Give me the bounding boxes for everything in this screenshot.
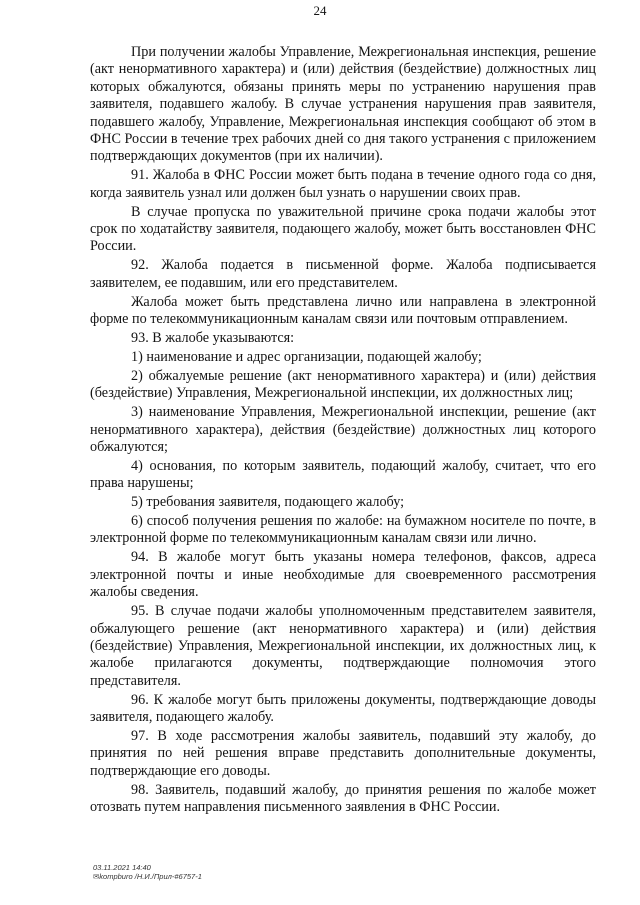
paragraph: 97. В ходе рассмотрения жалобы заявитель, подавший эту жалобу, до принятия по ней решения вправе представить дополнительные документы, подтверждающие его доводы. [90, 727, 596, 779]
print-stamp: kompburo /Н.И./Прил-#6757-1 [99, 872, 202, 881]
print-date: 03.11.2021 14:40 [93, 863, 151, 872]
paragraph: 96. К жалобе могут быть приложены документы, подтверждающие доводы заявителя, подающего жалобу. [90, 691, 596, 726]
list-item: 1) наименование и адрес организации, подающей жалобу; [131, 348, 482, 365]
document-body [90, 44, 596, 818]
list-item: 3) наименование Управления, Межрегиональной инспекции, решение (акт ненормативного характера), действия (бездействие) должностных лиц которого обжалуются; [90, 404, 596, 455]
list-item: 2) обжалуемые решение (акт ненормативного характера) и (или) действия (бездействие) Управления, Межрегиональной инспекции, их должностных лиц; [90, 367, 596, 402]
list-item: 6) способ получения решения по жалобе: на бумажном носителе по почте, в электронной форме по телекоммуникационным каналам связи или лично. [90, 513, 596, 547]
list-item: 5) требования заявителя, подающего жалобу; [131, 494, 405, 511]
page-number: 24 [313, 3, 327, 18]
paragraph: 98. Заявитель, подавший жалобу, до принятия решения по жалобе может отозвать путем направления письменного заявления в ФНС России. [90, 781, 596, 816]
print-footer [93, 863, 202, 881]
list-item: 4) основания, по которым заявитель, подающий жалобу, считает, что его права нарушены; [90, 457, 596, 492]
paragraph: В случае пропуска по уважительной причине срока подачи жалобы этот срок по ходатайству заявителя, подающего жалобу, может быть восстановлен ФНС России. [90, 203, 596, 255]
paragraph: 95. В случае подачи жалобы уполномоченным представителем заявителя, обжалующего решение (акт ненормативного характера) и (или) действия (бездействие) Управления, Межрегиональной инспекции, их должностных лиц, к жалобе прилагаются документы, подтверждающие полномочия этого представителя. [90, 603, 596, 689]
paragraph: Жалоба может быть представлена лично или направлена в электронной форме по телекоммуникационным каналам связи или почтовым отправлением. [90, 293, 596, 328]
paragraph: 92. Жалоба подается в письменной форме. Жалоба подписывается заявителем, ее подавшим, или его представителем. [90, 257, 596, 291]
paragraph: При получении жалобы Управление, Межрегиональная инспекция, решение (акт ненормативного характера) и (или) действия (бездействие) должностных лиц которых обжалуются, обязаны принять меры по устранению нарушения прав заявителя, подавшего жалобу. В случае устранения нарушения прав заявителя, подавшего жалобу, Управление, Межрегиональная инспекция сообщают об этом в ФНС России в течение трех рабочих дней со дня такого устранения с приложением подтверждающих документов (при их наличии). [90, 44, 596, 165]
paragraph: 91. Жалоба в ФНС России может быть подана в течение одного года со дня, когда заявитель узнал или должен был узнать о нарушении своих прав. [90, 167, 596, 201]
document-stamp-icon: ✉ [93, 872, 100, 881]
paragraph: 93. В жалобе указываются: [131, 330, 295, 346]
paragraph: 94. В жалобе могут быть указаны номера телефонов, факсов, адреса электронной почты и иные необходимые для своевременного рассмотрения жалобы сведения. [90, 549, 596, 601]
